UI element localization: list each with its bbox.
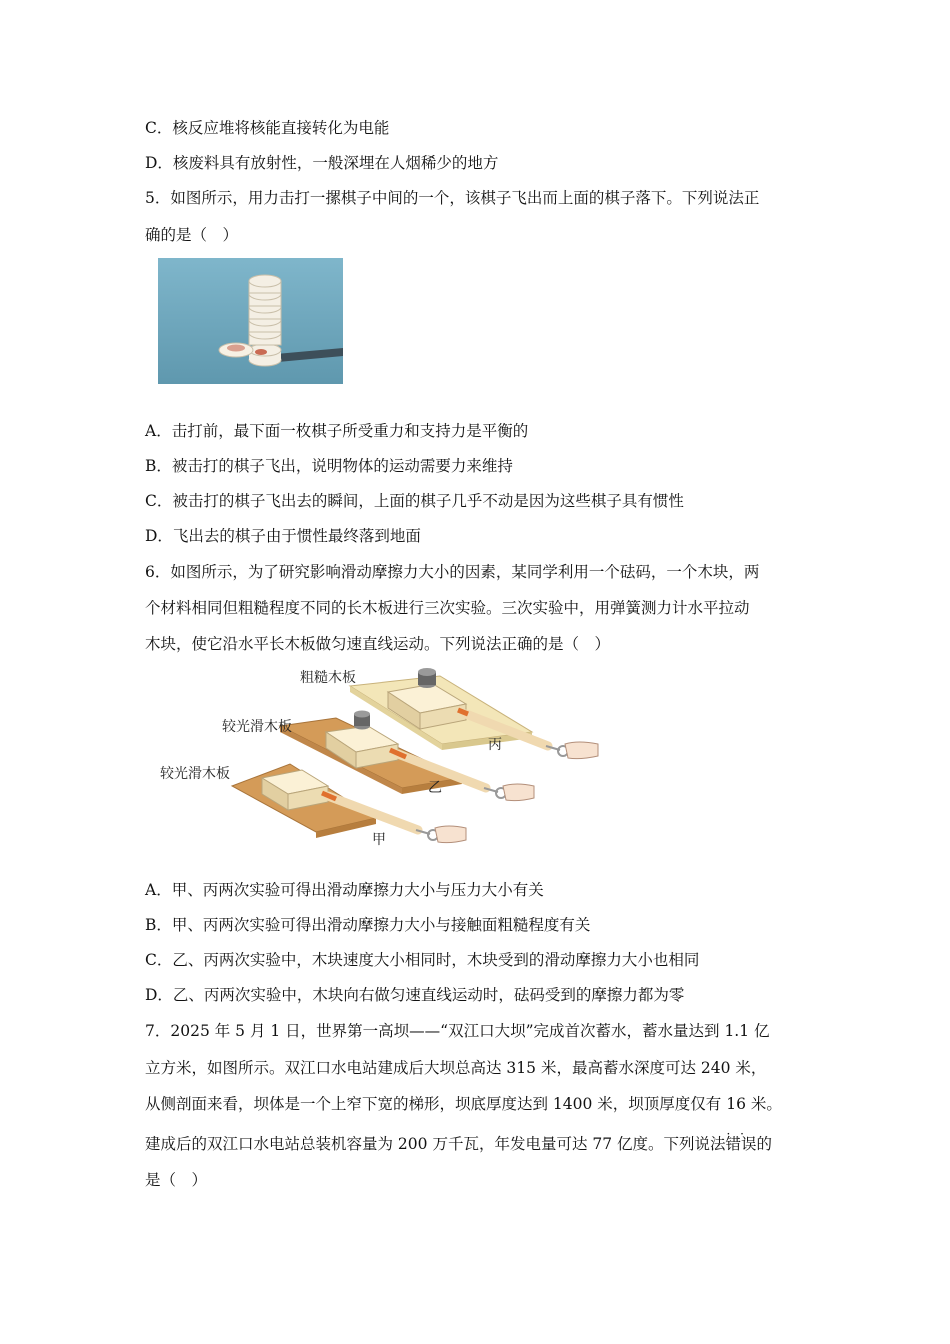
q7-stem-line2: 立方米，如图所示。双江口水电站建成后大坝总高达 315 米，最高蓄水深度可达 240 米， xyxy=(145,1059,767,1077)
friction-experiment-figure xyxy=(150,662,610,857)
q7-stem-line3: 从侧剖面来看，坝体是一个上窄下宽的梯形，坝底厚度达到 1400 米，坝顶厚度仅有 16 米。 xyxy=(145,1095,782,1113)
q5-option-c: C．被击打的棋子飞出去的瞬间，上面的棋子几乎不动是因为这些棋子具有惯性 xyxy=(145,492,684,510)
q5-option-a: A．击打前，最下面一枚棋子所受重力和支持力是平衡的 xyxy=(145,422,529,440)
q5-option-b: B．被击打的棋子飞出，说明物体的运动需要力来维持 xyxy=(145,457,513,475)
q6-option-a: A．甲、丙两次实验可得出滑动摩擦力大小与压力大小有关 xyxy=(145,881,544,899)
q5-option-d: D．飞出去的棋子由于惯性最终落到地面 xyxy=(145,527,421,545)
q6-stem-line1: 6．如图所示，为了研究影响滑动摩擦力大小的因素，某同学利用一个砝码，一个木块，两 xyxy=(145,563,760,581)
q6-option-c: C．乙、丙两次实验中，木块速度大小相同时，木块受到的滑动摩擦力大小也相同 xyxy=(145,951,700,969)
q4-option-d: D．核废料具有放射性，一般深埋在人烟稀少的地方 xyxy=(145,154,499,172)
label-smooth-board-2: 较光滑木板 xyxy=(160,766,230,782)
q6-option-b: B．甲、丙两次实验可得出滑动摩擦力大小与接触面粗糙程度有关 xyxy=(145,916,591,934)
label-jia: 甲 xyxy=(372,832,386,848)
q7-stem-line5: 是（ ） xyxy=(145,1171,208,1189)
q4-option-c: C．核反应堆将核能直接转化为电能 xyxy=(145,119,390,137)
label-smooth-board-1: 较光滑木板 xyxy=(222,719,292,735)
q7-emphasis-wrong: · · 错误 xyxy=(726,1135,757,1153)
q5-stem-line2: 确的是（ ） xyxy=(145,226,239,244)
q7-stem-line1: 7．2025 年 5 月 1 日，世界第一高坝——“双江口大坝”完成首次蓄水，蓄水量达到 1.1 亿 xyxy=(145,1022,770,1040)
label-rough-board: 粗糙木板 xyxy=(300,670,356,686)
q7-stem-line4 xyxy=(145,1134,772,1154)
q6-stem-line3: 木块，使它沿水平长木板做匀速直线运动。下列说法正确的是（ ） xyxy=(145,635,611,653)
label-bing: 丙 xyxy=(488,737,502,753)
q7-stem-line4-before: 建成后的双江口水电站总装机容量为 200 万千瓦，年发电量可达 77 亿度。下列说法 xyxy=(145,1135,726,1153)
q6-option-d: D．乙、丙两次实验中，木块向右做匀速直线运动时，砝码受到的摩擦力都为零 xyxy=(145,986,685,1004)
label-yi: 乙 xyxy=(428,780,442,796)
q7-stem-line4-after: 的 xyxy=(756,1135,773,1153)
q6-stem-line2: 个材料相同但粗糙程度不同的长木板进行三次实验。三次实验中，用弹簧测力计水平拉动 xyxy=(145,599,750,617)
chess-stack-photo xyxy=(158,258,343,384)
q5-stem-line1: 5．如图所示，用力击打一摞棋子中间的一个，该棋子飞出而上面的棋子落下。下列说法正 xyxy=(145,189,760,207)
